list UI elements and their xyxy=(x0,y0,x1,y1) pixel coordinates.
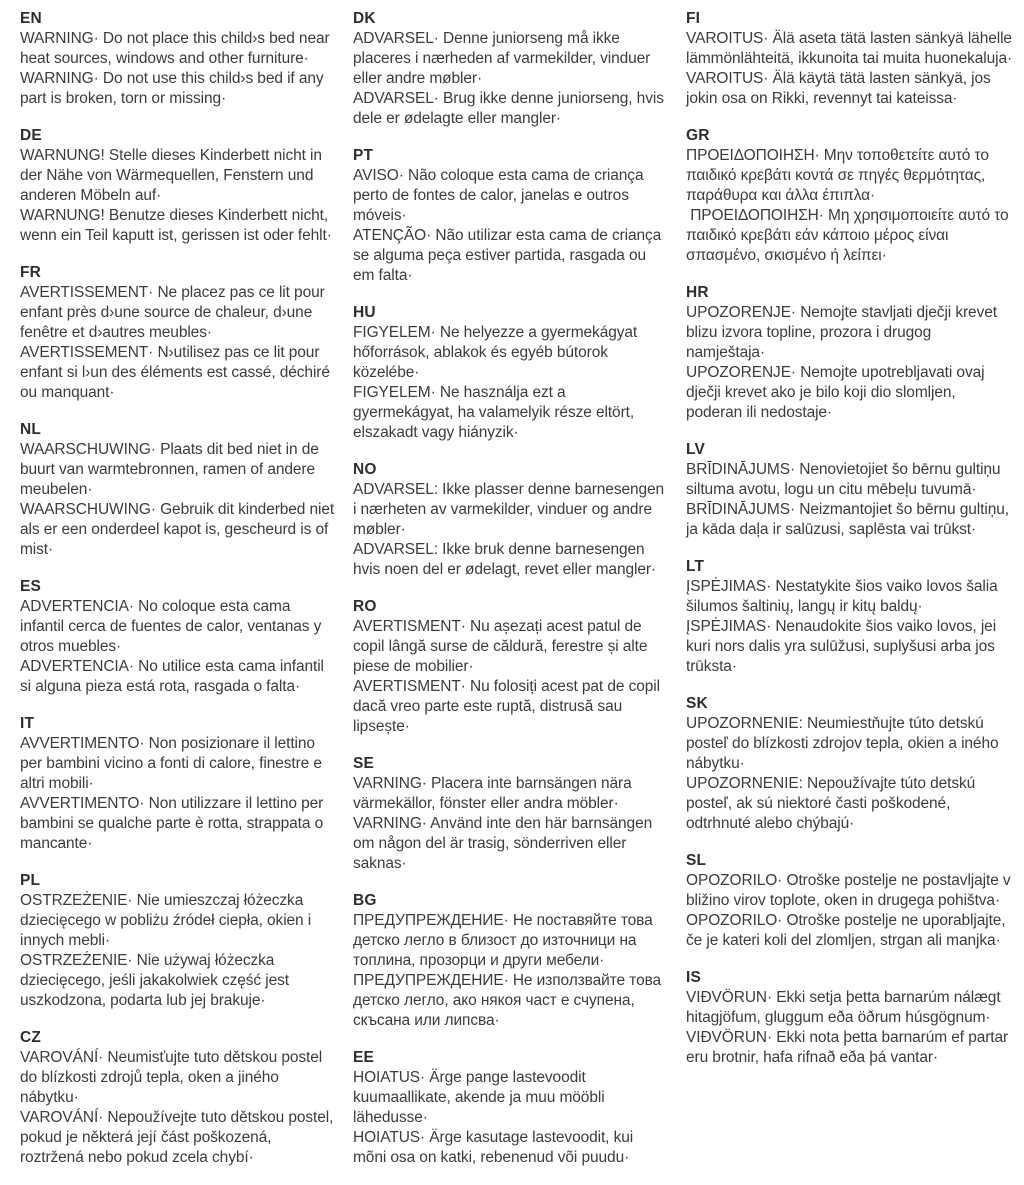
lang-code: RO xyxy=(353,598,377,615)
warning-paragraph: VAROITUS· Älä aseta tätä lasten sänkyä lähelle lämmönlähteitä, ikkunoita tai muita huonekaluja· xyxy=(686,30,1017,67)
warning-paragraph: ADVERTENCIA· No utilice esta cama infantil si alguna pieza está rota, rasgada o falta· xyxy=(20,658,329,695)
lang-code: NO xyxy=(353,461,377,478)
lang-section-lv xyxy=(686,440,1014,540)
warning-paragraph: OPOZORILO· Otroške postelje ne uporabljajte, če je kateri koli del zlomljen, strgan ali manjka· xyxy=(686,912,1010,949)
lang-code: CZ xyxy=(20,1029,42,1046)
warning-paragraph: WARNUNG! Stelle dieses Kinderbett nicht in der Nähe von Wärmequellen, Fenstern und anderen Möbeln auf· xyxy=(20,147,327,204)
lang-section-se xyxy=(353,754,669,874)
warning-paragraph: ПРЕДУПРЕЖДЕНИЕ· Не използвайте това детско легло, ако някоя част е счупена, скъсана или липсва· xyxy=(353,972,666,1029)
warning-paragraph: ΠΡΟΕΙΔΟΠΟΙΗΣΗ· Μη χρησιμοποιείτε αυτό το παιδικό κρεβάτι εάν κάποιο μέρος είναι σπασμένο, σκισμένο ή λείπει· xyxy=(686,207,1013,264)
warning-paragraph: AVISO· Não coloque esta cama de criança perto de fontes de calor, janelas e outros móveis· xyxy=(353,167,648,224)
warning-paragraph: OPOZORILO· Otroške postelje ne postavljajte v bližino virov toplote, oken in drugega pohištva· xyxy=(686,872,1015,909)
warning-paragraph: ADVARSEL· Denne juniorseng må ikke placeres i nærheden af varmekilder, vinduer eller andre møbler· xyxy=(353,30,655,87)
lang-code: ES xyxy=(20,578,42,595)
lang-section-hr xyxy=(686,283,1014,423)
lang-code: LV xyxy=(686,441,706,458)
warning-paragraph: UPOZORNENIE: Neumiestňujte túto detskú posteľ do blízkosti zdrojov tepla, okien a iného nábytku· xyxy=(686,715,1003,772)
warning-paragraph: ĮSPĖJIMAS· Nestatykite šios vaiko lovos šalia šilumos šaltinių, langų ir kitų baldų· xyxy=(686,578,1002,615)
warning-paragraph: VARNING· Placera inte barnsängen nära värmekällor, fönster eller andra möbler· xyxy=(353,775,636,812)
lang-code: FR xyxy=(20,264,42,281)
lang-code: NL xyxy=(20,421,42,438)
warning-paragraph: AVVERTIMENTO· Non posizionare il lettino per bambini vicino a fonti di calore, finestre e altri mobili· xyxy=(20,735,327,792)
lang-code: GR xyxy=(686,127,710,144)
warning-paragraph: HOIATUS· Ärge pange lastevoodit kuumaallikate, akende ja muu mööbli lähedusse· xyxy=(353,1069,609,1126)
lang-section-fi xyxy=(686,9,1017,109)
warning-paragraph: VAROVÁNÍ· Neumisťujte tuto dětskou postel do blízkosti zdrojů tepla, oken a jiného nábytku· xyxy=(20,1049,327,1106)
lang-section-fr xyxy=(20,263,336,403)
lang-code: HR xyxy=(686,284,709,301)
lang-code: EN xyxy=(20,10,42,27)
warning-paragraph: AVERTISSEMENT· N›utilisez pas ce lit pour enfant si l›un des éléments est cassé, déchiré ou manquant· xyxy=(20,344,335,401)
lang-code: SK xyxy=(686,695,708,712)
warning-paragraph: AVERTISMENT· Nu folosiți acest pat de copil dacă vreo parte este ruptă, distrusă sau lipsește· xyxy=(353,678,665,735)
lang-code: DK xyxy=(353,10,376,27)
warning-paragraph: FIGYELEM· Ne használja ezt a gyermekágyat, ha valamelyik része eltört, elszakadt vagy hiányzik· xyxy=(353,384,639,441)
warning-paragraph: OSTRZEŻENIE· Nie używaj łóżeczka dziecięcego, jeśli jakakolwiek część jest uszkodzona, podarta lub jej brakuje· xyxy=(20,952,294,1009)
warning-paragraph: OSTRZEŻENIE· Nie umieszczaj łóżeczka dziecięcego w pobliżu źródeł ciepła, okien i innych mebli· xyxy=(20,892,316,949)
lang-code: IT xyxy=(20,715,35,732)
lang-section-no xyxy=(353,460,669,580)
warning-paragraph: WAARSCHUWING· Plaats dit bed niet in de buurt van warmtebronnen, ramen of andere meubelen· xyxy=(20,441,323,498)
warning-paragraph: WARNING· Do not place this child›s bed near heat sources, windows and other furniture· xyxy=(20,30,334,67)
lang-section-pt xyxy=(353,146,669,286)
lang-section-ee xyxy=(353,1048,669,1168)
warning-paragraph: VAROITUS· Älä käytä tätä lasten sänkyä, jos jokin osa on Rikki, revennyt tai kateissa· xyxy=(686,70,995,107)
warning-paragraph: UPOZORENJE· Nemojte stavljati dječji krevet blizu izvora topline, prozora i drugog namještaja· xyxy=(686,304,1002,361)
lang-code: SE xyxy=(353,755,375,772)
lang-code: PL xyxy=(20,872,41,889)
warning-paragraph: ADVARSEL: Ikke bruk denne barnesengen hvis noen del er ødelagt, revet eller mangler· xyxy=(353,541,656,578)
warning-paragraph: ПРЕДУПРЕЖДЕНИЕ· Не поставяйте това детско легло в близост до източници на топлина, прозорци и други мебели· xyxy=(353,912,657,969)
warning-paragraph: UPOZORNENIE: Nepoužívajte túto detskú posteľ, ak sú niektoré časti poškodené, odtrhnuté alebo chýbajú· xyxy=(686,775,980,832)
lang-code: HU xyxy=(353,304,376,321)
lang-code: EE xyxy=(353,1049,375,1066)
lang-section-gr xyxy=(686,126,1014,266)
lang-section-es xyxy=(20,577,336,697)
warning-paragraph: ADVARSEL· Brug ikke denne juniorseng, hvis dele er ødelagte eller mangler· xyxy=(353,90,669,127)
lang-code: FI xyxy=(686,10,701,27)
lang-code: LT xyxy=(686,558,705,575)
lang-section-hu xyxy=(353,303,669,443)
warning-paragraph: BRĪDINĀJUMS· Nenovietojiet šo bērnu gultiņu siltuma avotu, logu un citu mēbeļu tuvumā· xyxy=(686,461,1005,498)
lang-code: BG xyxy=(353,892,377,909)
warning-paragraph: UPOZORENJE· Nemojte upotrebljavati ovaj dječji krevet ako je bilo koji dio slomljen, poderan ili nedostaje· xyxy=(686,364,989,421)
warning-paragraph: AVERTISSEMENT· Ne placez pas ce lit pour enfant près d›une source de chaleur, d›une fenêtre et d›autres meubles· xyxy=(20,284,329,341)
lang-section-cz xyxy=(20,1028,336,1168)
lang-section-bg xyxy=(353,891,669,1031)
warning-paragraph: ADVERTENCIA· No coloque esta cama infantil cerca de fuentes de calor, ventanas y otros muebles· xyxy=(20,598,326,655)
lang-section-sk xyxy=(686,694,1014,834)
lang-section-en xyxy=(20,9,336,109)
warning-paragraph: WAARSCHUWING· Gebruik dit kinderbed niet als er een onderdeel kapot is, gescheurd is of mist· xyxy=(20,501,339,558)
lang-section-dk xyxy=(353,9,669,129)
lang-code: DE xyxy=(20,127,42,144)
warning-paragraph: ĮSPĖJIMAS· Nenaudokite šios vaiko lovos, jei kuri nors dalis yra sulūžusi, suplyšusi arba jos trūksta· xyxy=(686,618,1001,675)
column-1 xyxy=(20,9,339,1185)
warning-paragraph: WARNUNG! Benutze dieses Kinderbett nicht, wenn ein Teil kaputt ist, gerissen ist oder fehlt· xyxy=(20,207,333,244)
warning-paragraph: VARNING· Använd inte den här barnsängen om någon del är trasig, sönderriven eller saknas· xyxy=(353,815,657,872)
lang-code: IS xyxy=(686,969,702,986)
column-2 xyxy=(353,9,669,1185)
lang-code: SL xyxy=(686,852,707,869)
lang-section-ro xyxy=(353,597,669,737)
warning-paragraph: VAROVÁNÍ· Nepoužívejte tuto dětskou postel, pokud je některá její část poškozená, roztržená nebo pokud zcela chybí· xyxy=(20,1109,338,1166)
warning-paragraph: FIGYELEM· Ne helyezze a gyermekágyat hőforrások, ablakok és egyéb bútorok közelébe· xyxy=(353,324,642,381)
warning-paragraph: BRĪDINĀJUMS· Neizmantojiet šo bērnu gultiņu, ja kāda daļa ir salūzusi, saplēsta vai trūkst· xyxy=(686,501,1014,538)
warning-paragraph: WARNING· Do not use this child›s bed if any part is broken, torn or missing· xyxy=(20,70,328,107)
lang-section-lt xyxy=(686,557,1014,677)
lang-section-sl xyxy=(686,851,1014,951)
warning-paragraph: ADVARSEL: Ikke plasser denne barnesengen i nærheten av varmekilder, vinduer og andre møbler· xyxy=(353,481,669,538)
warning-paragraph: VIÐVÖRUN· Ekki nota þetta barnarúm ef partar eru brotnir, hafa rifnað eða þá vantar· xyxy=(686,1029,1013,1066)
warning-paragraph: AVERTISMENT· Nu așezați acest patul de copil lângă surse de căldură, ferestre și alte piese de mobilier· xyxy=(353,618,652,675)
lang-section-de xyxy=(20,126,336,246)
warning-paragraph: ATENÇÃO· Não utilizar esta cama de criança se alguma peça estiver partida, rasgada ou em falta· xyxy=(353,227,666,284)
column-3 xyxy=(686,9,1017,1185)
warning-paragraph: VIÐVÖRUN· Ekki setja þetta barnarúm nálægt hitagjöfum, gluggum eða öðrum húsgögnum· xyxy=(686,989,1005,1026)
warning-paragraph: ΠΡΟΕΙΔΟΠΟΙΗΣΗ· Μην τοποθετείτε αυτό το παιδικό κρεβάτι κοντά σε πηγές θερμότητας, παράθυρα και άλλα έπιπλα· xyxy=(686,147,994,204)
lang-section-is xyxy=(686,968,1014,1068)
lang-section-pl xyxy=(20,871,336,1011)
lang-section-nl xyxy=(20,420,339,560)
warning-paragraph: HOIATUS· Ärge kasutage lastevoodit, kui mõni osa on katki, rebenenud või puudu· xyxy=(353,1129,638,1166)
lang-section-it xyxy=(20,714,336,854)
lang-code: PT xyxy=(353,147,374,164)
warning-paragraph: AVVERTIMENTO· Non utilizzare il lettino per bambini se qualche parte è rotta, strappata o mancante· xyxy=(20,795,328,852)
